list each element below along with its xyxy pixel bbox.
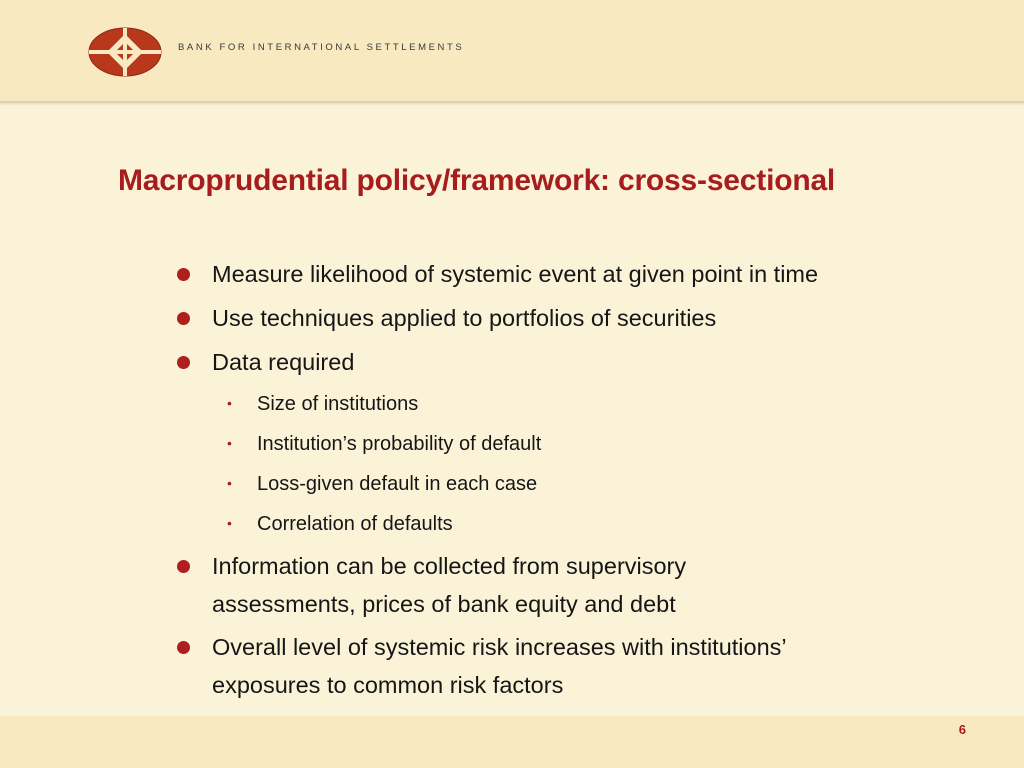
bis-logo-icon	[88, 27, 162, 77]
footer-band	[0, 716, 1024, 768]
slide-title: Macroprudential policy/framework: cross-sectional	[118, 164, 836, 197]
bullet-item-continuation: exposures to common risk factors	[212, 672, 564, 698]
sub-bullet-icon: •	[227, 395, 232, 411]
sub-bullet-icon: •	[227, 475, 232, 491]
sub-bullet-item: Size of institutions	[257, 393, 419, 415]
bullet-item-continuation: assessments, prices of bank equity and debt	[212, 591, 676, 617]
organization-name: BANK FOR INTERNATIONAL SETTLEMENTS	[178, 42, 465, 53]
sub-bullet-icon: •	[227, 515, 232, 531]
page-number: 6	[958, 722, 966, 737]
bullet-item: Measure likelihood of systemic event at given point in time	[212, 261, 819, 287]
sub-bullet-item: Correlation of defaults	[257, 513, 453, 535]
bullet-dot-icon	[177, 560, 190, 573]
bullet-item: Information can be collected from supervisory	[212, 553, 687, 579]
bullet-dot-icon	[177, 312, 190, 325]
bullet-item: Overall level of systemic risk increases with institutions’	[212, 634, 787, 660]
bullet-item: Data required	[212, 349, 355, 375]
sub-bullet-item: Institution’s probability of default	[257, 433, 542, 455]
sub-bullet-item: Loss-given default in each case	[257, 473, 538, 495]
bullet-item: Use techniques applied to portfolios of securities	[212, 305, 717, 331]
bullet-dot-icon	[177, 356, 190, 369]
header-divider	[0, 101, 1024, 106]
sub-bullet-icon: •	[227, 435, 232, 451]
bullet-dot-icon	[177, 268, 190, 281]
bullet-dot-icon	[177, 641, 190, 654]
